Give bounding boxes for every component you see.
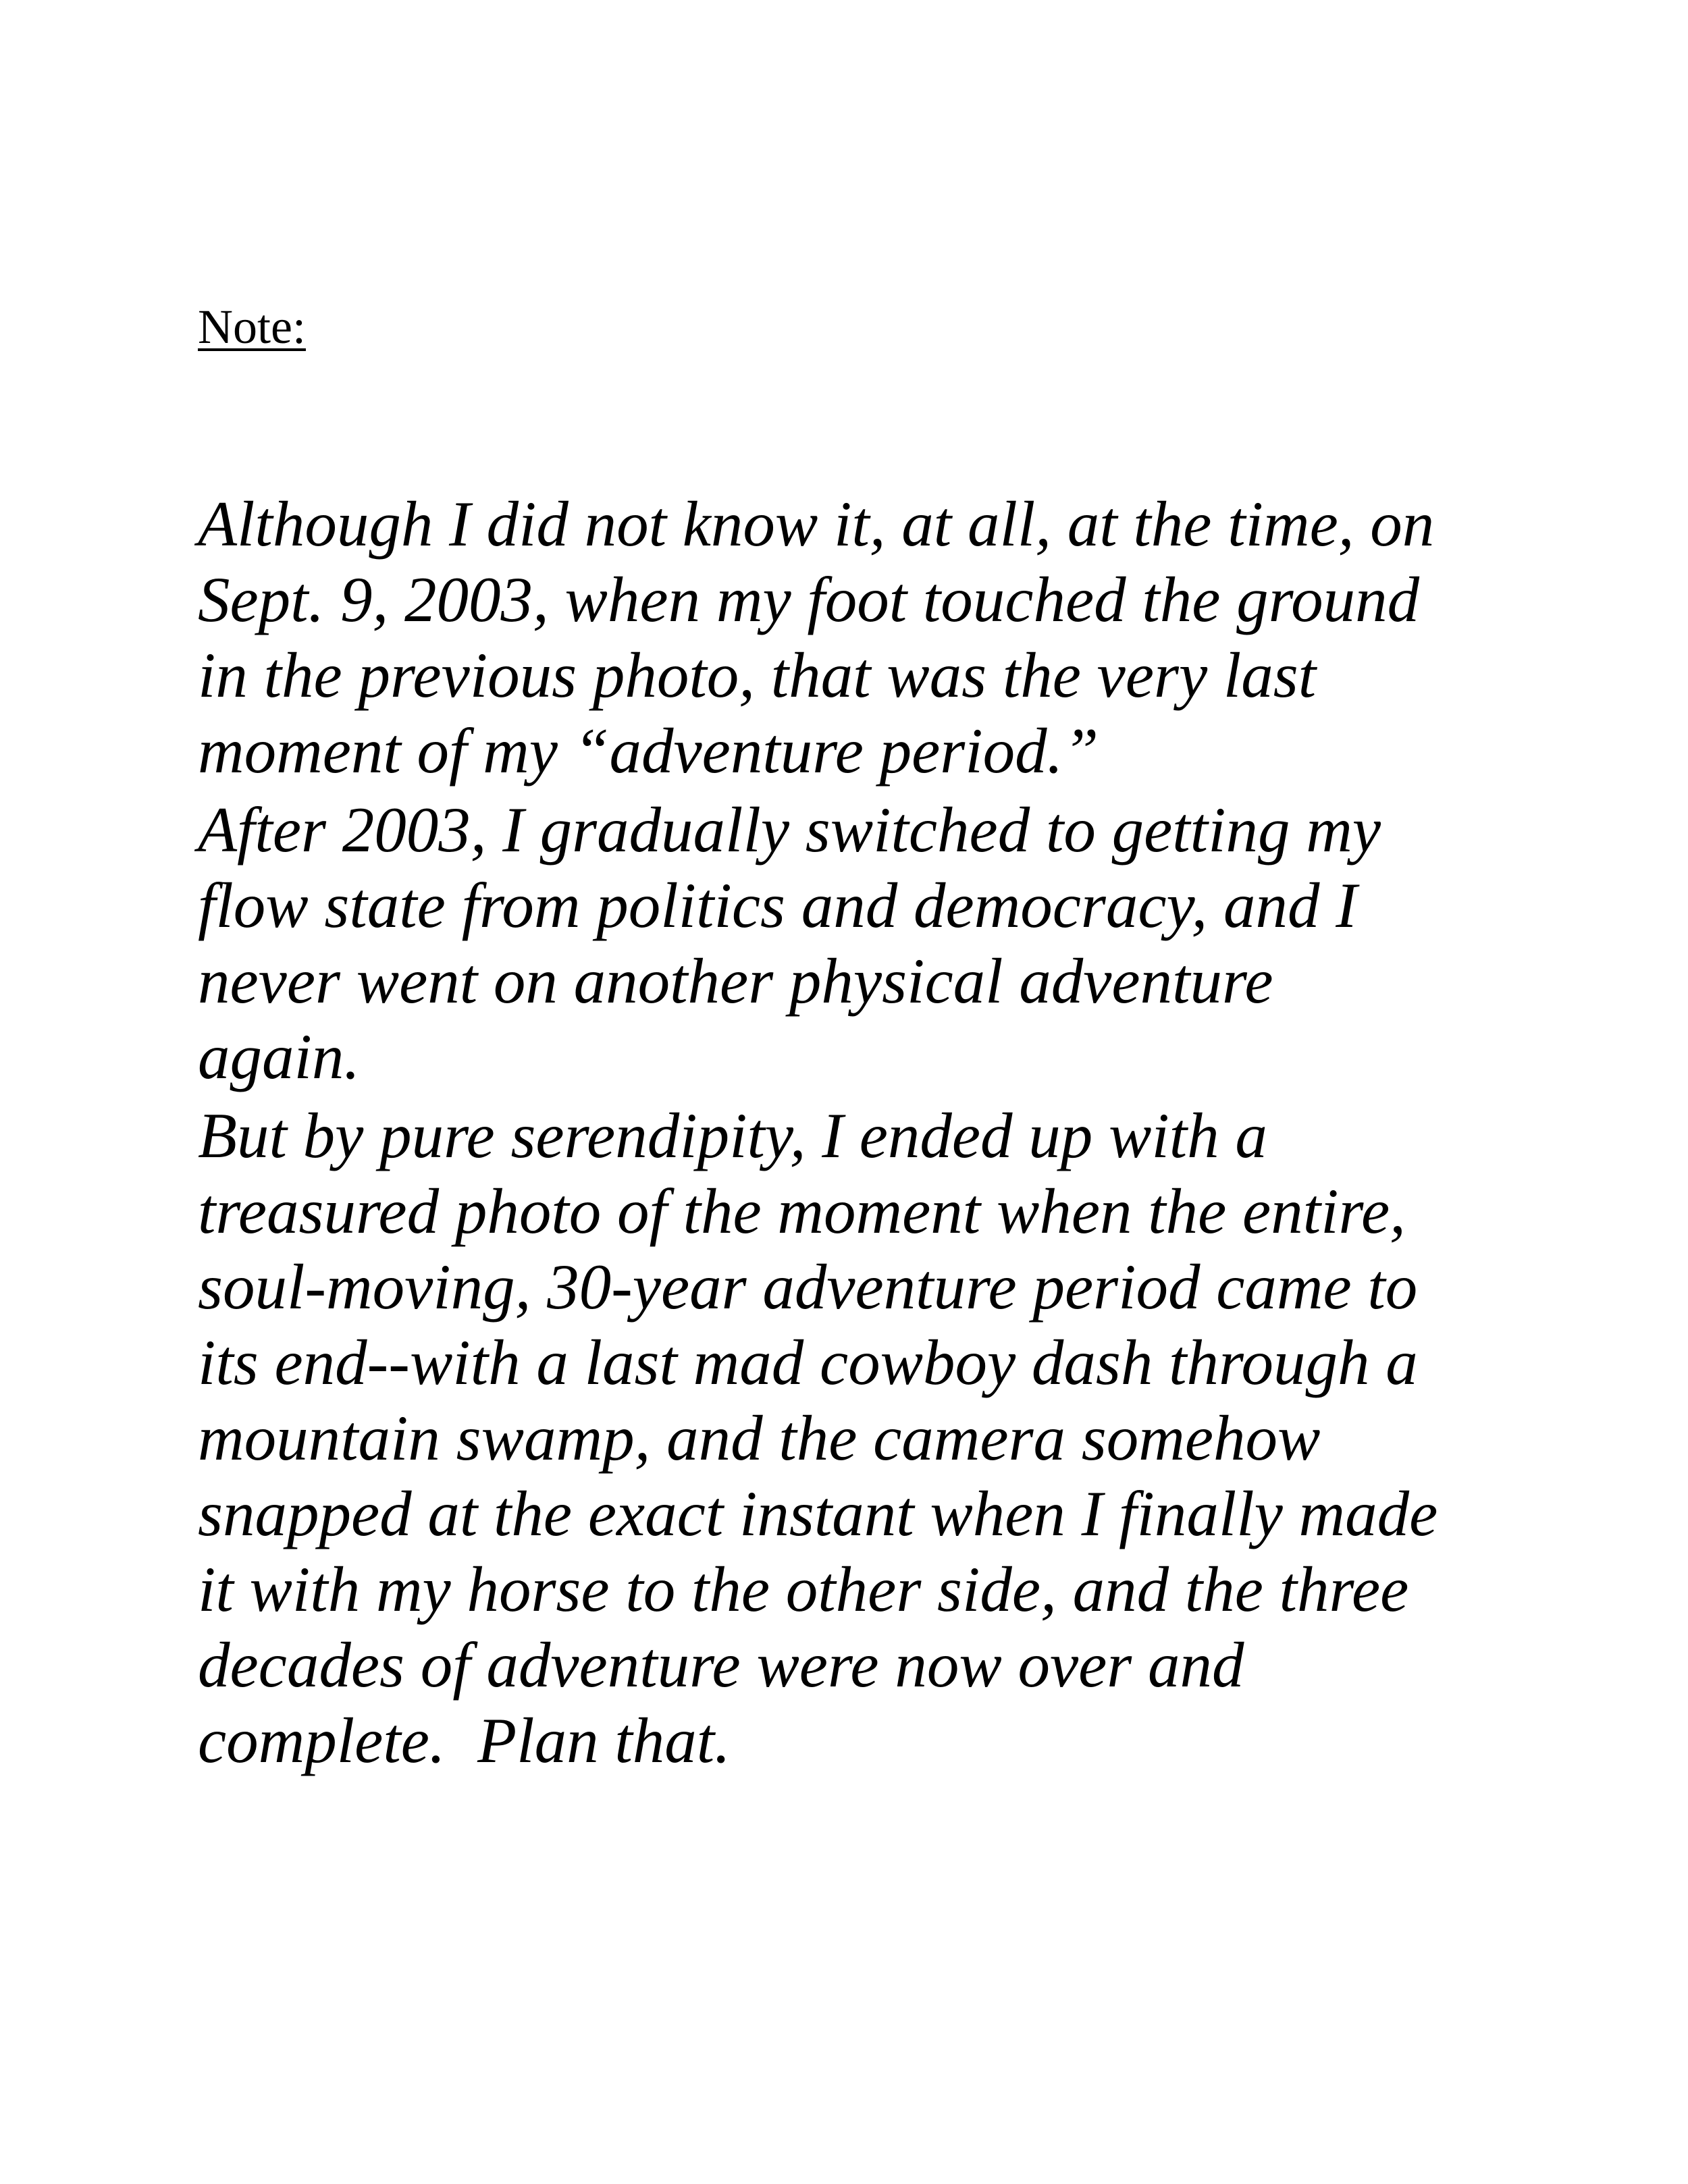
paragraph-line: complete. Plan that. [198, 1705, 731, 1776]
paragraph-3 [198, 1098, 1548, 1778]
paragraph-line: its end--with a last mad cowboy dash through a [198, 1327, 1418, 1398]
note-body [198, 486, 1548, 1782]
paragraph-line: Sept. 9, 2003, when my foot touched the ground [198, 564, 1420, 635]
paragraph-line: Although I did not know it, at all, at the time, on [198, 488, 1435, 560]
paragraph-line: snapped at the exact instant when I finally made [198, 1478, 1438, 1549]
paragraph-line: treasured photo of the moment when the entire, [198, 1175, 1406, 1247]
paragraph-line: After 2003, I gradually switched to getting my [198, 794, 1381, 865]
paragraph-line: But by pure serendipity, I ended up with a [198, 1100, 1267, 1171]
paragraph-1 [198, 486, 1548, 789]
paragraph-line: moment of my “adventure period.” [198, 715, 1099, 787]
paragraph-line: again. [198, 1021, 361, 1092]
paragraph-line: decades of adventure were now over and [198, 1629, 1244, 1701]
note-heading: Note: [198, 300, 306, 354]
paragraph-line: in the previous photo, that was the very last [198, 639, 1317, 711]
paragraph-line: never went on another physical adventure [198, 945, 1273, 1017]
paragraph-line: soul-moving, 30-year adventure period came to [198, 1251, 1418, 1323]
paragraph-line: mountain swamp, and the camera somehow [198, 1402, 1321, 1474]
paragraph-line: flow state from politics and democracy, and I [198, 870, 1357, 941]
paragraph-line: it with my horse to the other side, and the three [198, 1553, 1409, 1625]
paragraph-2 [198, 792, 1548, 1094]
